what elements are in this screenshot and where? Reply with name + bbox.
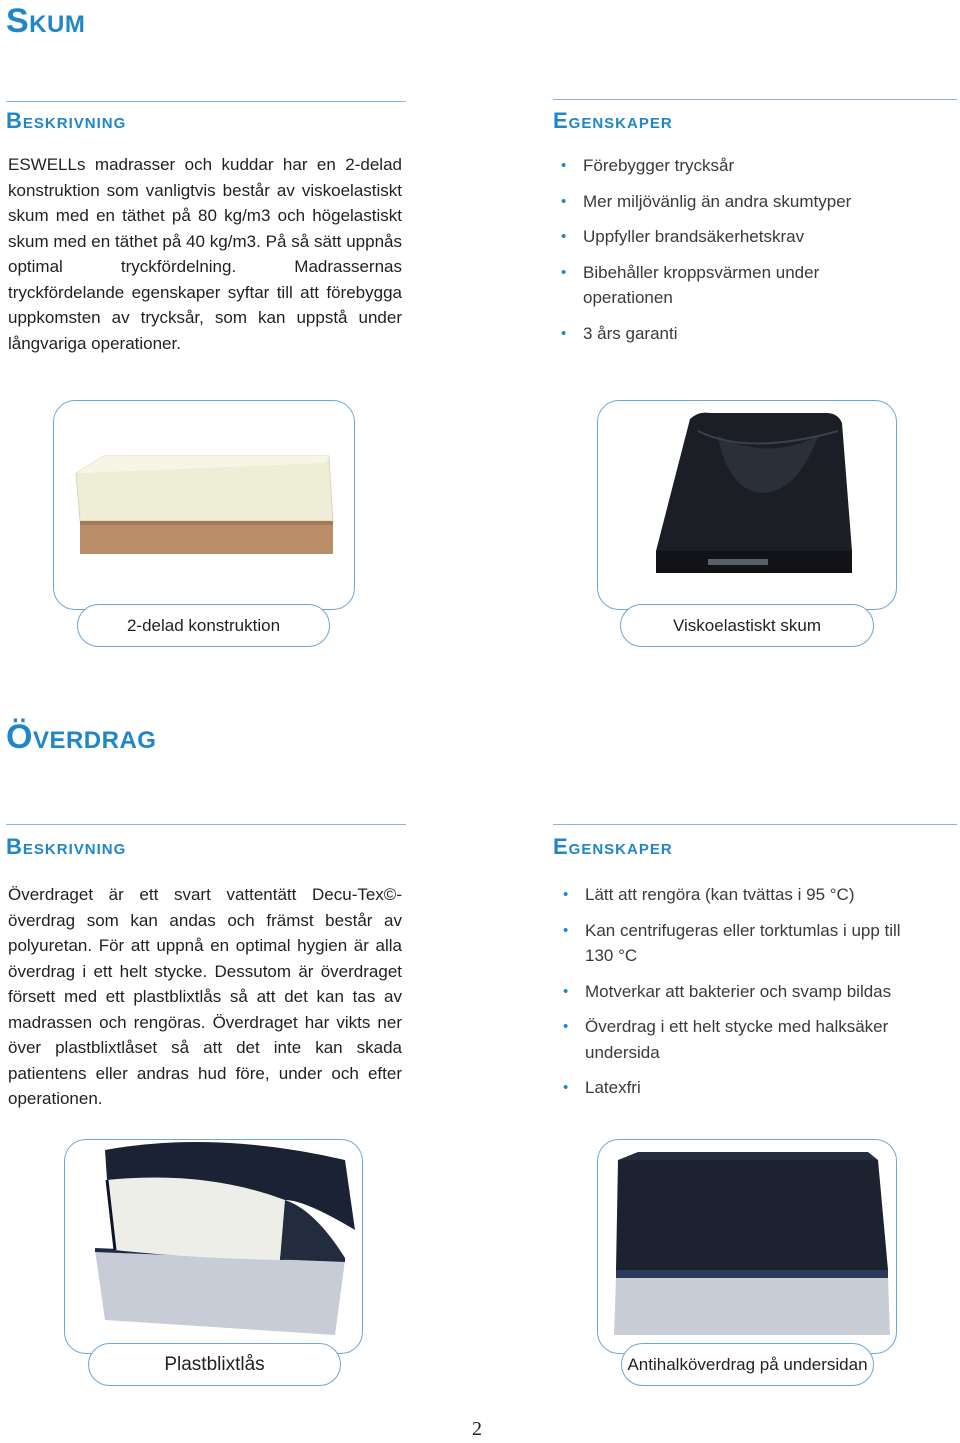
list-item: • Förebygger trycksår <box>555 153 885 179</box>
list-item: • Överdrag i ett helt stycke med halksäker undersida <box>557 1014 935 1065</box>
image-card-viscoelastic <box>597 400 897 610</box>
foam-mattress-image <box>54 401 356 611</box>
image-card-foam <box>53 400 355 610</box>
caption-antihalkoverdrag: Antihalköverdrag på undersidan <box>621 1343 874 1386</box>
description-text: Överdraget är ett svart vattentätt Decu-Tex©-överdrag som kan andas och främst består av polyuretan. För att uppnå en optimal hygien är alla överdrag i ett helt stycke. Dessutom är överdraget försett med ett plastblixtlås så att det kan tas av madrassen och rengöras. Överdraget har vikts ner över plastblixtlåset så att det inte kan skada patientens eller andras hud före, under och efter operationen. <box>8 885 402 1108</box>
list-item: • Kan centrifugeras eller torktumlas i upp till 130 °C <box>557 918 925 969</box>
section-heading-egenskaper: Egenskaper <box>553 834 673 859</box>
list-item: • 3 års garanti <box>555 321 885 347</box>
features-list <box>555 153 885 346</box>
list-item: • Latexfri <box>557 1075 927 1101</box>
section-heading-egenskaper: Egenskaper <box>553 108 673 133</box>
divider <box>6 101 406 102</box>
image-card-antislip <box>597 1139 897 1354</box>
caption-2-delad-konstruktion: 2-delad konstruktion <box>77 604 330 647</box>
image-card-zipper <box>64 1139 363 1354</box>
description-text: ESWELLs madrasser och kuddar har en 2-delad konstruktion som vanligtvis består av viskoelastiskt skum med en täthet på 80 kg/m3 och högelastiskt skum med en täthet på 40 kg/m3. På så sätt uppnås optimal tryckfördelning. Madrassernas tryckfördelande egenskaper syftar till att förebygga uppkomsten av trycksår, som kan uppstå under långvariga operationer. <box>8 155 402 353</box>
divider <box>553 99 957 100</box>
caption-viskoelastiskt-skum: Viskoelastiskt skum <box>620 604 874 647</box>
list-item: • Mer miljövänlig än andra skumtyper <box>555 189 885 215</box>
zipper-cover-image <box>65 1140 363 1354</box>
features-list <box>557 882 927 1101</box>
divider <box>6 824 406 825</box>
black-cover-image <box>598 1140 897 1354</box>
black-cushion-image <box>598 401 898 611</box>
list-item: • Uppfyller brandsäkerhetskrav <box>555 224 885 250</box>
page-title-skum: Skum <box>6 2 86 40</box>
list-item: • Motverkar att bakterier och svamp bildas <box>557 979 927 1005</box>
list-item: • Bibehåller kroppsvärmen under operationen <box>555 260 853 311</box>
page-number: 2 <box>472 1418 482 1440</box>
divider <box>553 824 957 825</box>
list-item: • Lätt att rengöra (kan tvättas i 95 °C) <box>557 882 927 908</box>
caption-plastblixtlas: Plastblixtlås <box>88 1343 341 1386</box>
section-heading-beskrivning: Beskrivning <box>6 108 127 133</box>
section-heading-beskrivning: Beskrivning <box>6 834 127 859</box>
page-title-overdrag: Överdrag <box>6 718 157 756</box>
